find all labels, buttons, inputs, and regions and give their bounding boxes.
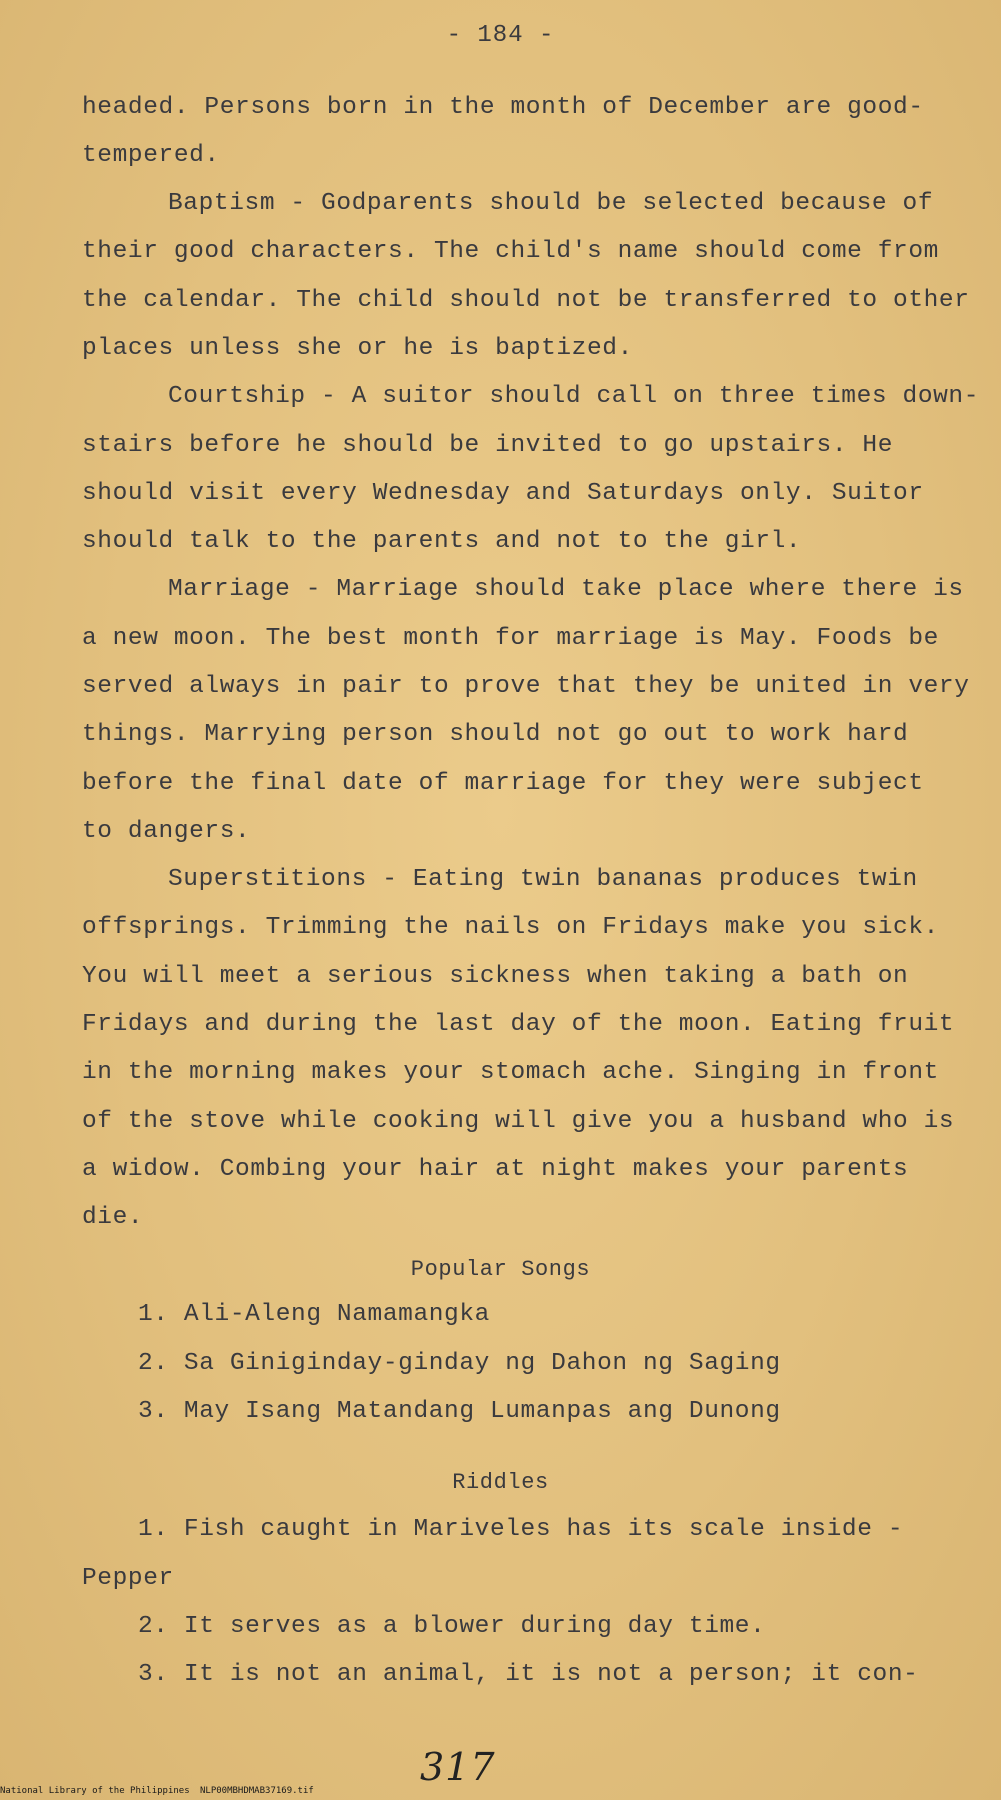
riddle-item: 2. It serves as a blower during day time. xyxy=(138,1613,766,1640)
text-line: Fridays and during the last day of the moon. Eating fruit xyxy=(82,1011,955,1038)
riddle-item: 3. It is not an animal, it is not a person; it con- xyxy=(138,1661,919,1688)
page-number: - 184 - xyxy=(446,22,555,49)
riddle-answer: Pepper xyxy=(82,1565,174,1592)
song-item: 2. Sa Giniginday-ginday ng Dahon ng Saging xyxy=(138,1350,781,1377)
text-line: of the stove while cooking will give you a husband who is xyxy=(82,1108,955,1135)
text-line: offsprings. Trimming the nails on Fridays make you sick. xyxy=(82,914,939,941)
text-line: tempered. xyxy=(82,142,220,169)
riddles-heading: Riddles xyxy=(452,1470,549,1495)
text-line: stairs before he should be invited to go upstairs. He xyxy=(82,432,894,459)
handwritten-page-number: 317 xyxy=(420,1745,496,1789)
text-line: Superstitions - Eating twin bananas produces twin xyxy=(168,866,918,893)
text-line: Baptism - Godparents should be selected because of xyxy=(168,190,934,217)
text-line: Marriage - Marriage should take place where there is xyxy=(168,576,964,603)
popular-songs-heading: Popular Songs xyxy=(410,1257,591,1282)
text-line: Courtship - A suitor should call on three times down- xyxy=(168,383,980,410)
text-line: before the final date of marriage for they were subject xyxy=(82,770,924,797)
text-line: You will meet a serious sickness when taking a bath on xyxy=(82,963,909,990)
footer-file-name: NLP00MBHDMAB37169.tif xyxy=(200,1786,314,1796)
text-line: in the morning makes your stomach ache. Singing in front xyxy=(82,1059,939,1086)
song-item: 3. May Isang Matandang Lumanpas ang Dunong xyxy=(138,1398,781,1425)
text-line: to dangers. xyxy=(82,818,251,845)
footer-library-name: National Library of the Philippines xyxy=(0,1786,190,1796)
riddle-item: 1. Fish caught in Mariveles has its scale inside - xyxy=(138,1516,904,1543)
text-line: their good characters. The child's name should come from xyxy=(82,238,939,265)
text-line: places unless she or he is baptized. xyxy=(82,335,633,362)
text-line: a new moon. The best month for marriage is May. Foods be xyxy=(82,625,939,652)
text-line: die. xyxy=(82,1204,144,1231)
song-item: 1. Ali-Aleng Namamangka xyxy=(138,1301,490,1328)
text-line: headed. Persons born in the month of December are good- xyxy=(82,94,924,121)
text-line: a widow. Combing your hair at night makes your parents xyxy=(82,1156,909,1183)
text-line: should visit every Wednesday and Saturdays only. Suitor xyxy=(82,480,924,507)
text-line: should talk to the parents and not to the girl. xyxy=(82,528,802,555)
text-line: served always in pair to prove that they be united in very xyxy=(82,673,970,700)
text-line: things. Marrying person should not go out to work hard xyxy=(82,721,909,748)
text-line: the calendar. The child should not be transferred to other xyxy=(82,287,970,314)
